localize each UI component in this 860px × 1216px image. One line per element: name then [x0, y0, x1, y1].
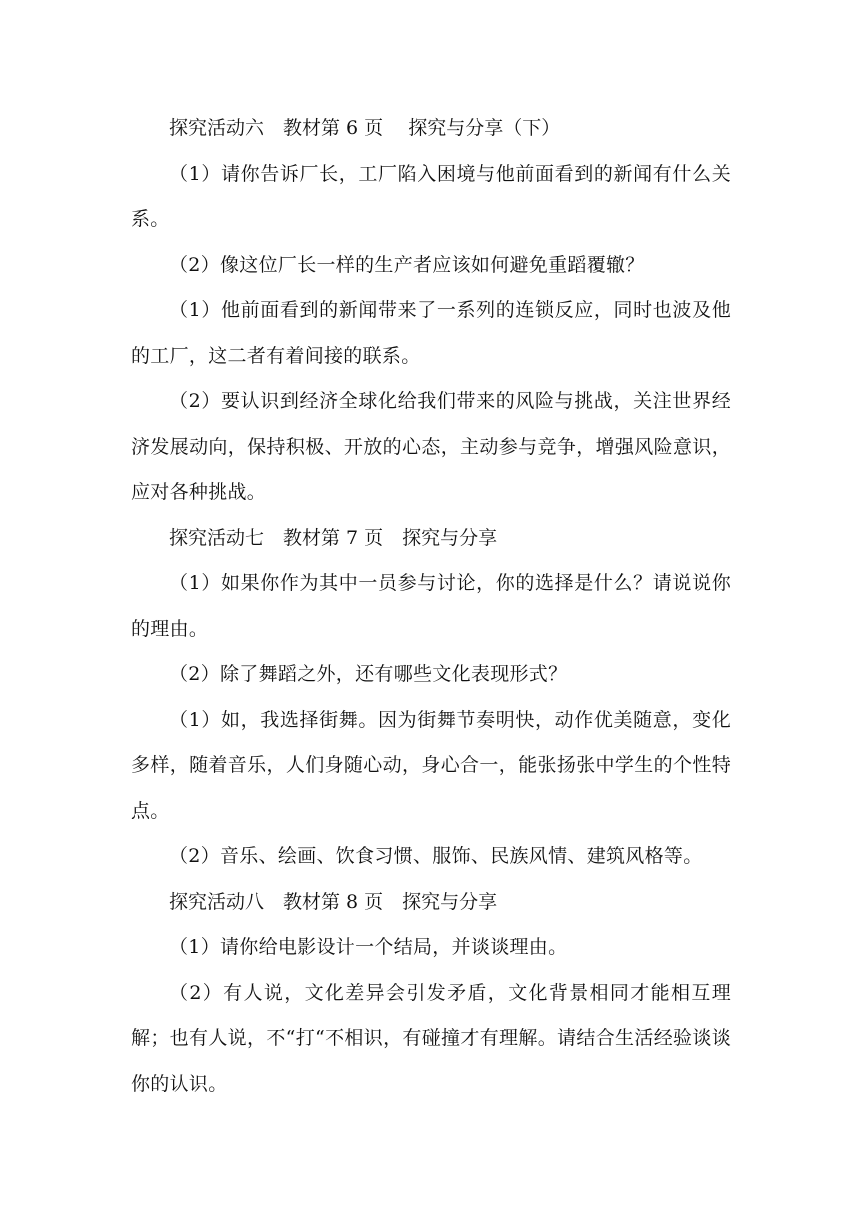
document-page	[131, 106, 731, 1107]
paragraph-answer-2: （2）音乐、绘画、饮食习惯、服饰、民族风情、建筑风格等。	[169, 845, 703, 867]
section-heading-activity-6: 探究活动六 教材第 6 页 探究与分享（下）	[169, 117, 561, 139]
paragraph-question-2: （2）除了舞蹈之外，还有哪些文化表现形式？	[169, 663, 568, 685]
paragraph-answer-2: （2）要认识到经济全球化给我们带来的风险与挑战，关注世界经济发展动向，保持积极、开放的心态，主动参与竞争，增强风险意识，应对各种挑战。	[131, 390, 731, 503]
paragraph-question-1: （1）请你告诉厂长，工厂陷入困境与他前面看到的新闻有什么关系。	[131, 162, 731, 230]
paragraph-question-2: （2）像这位厂长一样的生产者应该如何避免重蹈覆辙？	[169, 253, 645, 276]
section-heading-activity-8: 探究活动八 教材第 8 页 探究与分享	[169, 890, 498, 913]
paragraph-question-2: （2）有人说，文化差异会引发矛盾，文化背景相同才能相互理解；也有人说，不“打“不相识，有碰撞才有理解。请结合生活经验谈谈你的认识。	[131, 981, 731, 1095]
paragraph-question-1: （1）如果你作为其中一员参与讨论，你的选择是什么？请说说你的理由。	[131, 572, 731, 640]
section-heading-activity-7: 探究活动七 教材第 7 页 探究与分享	[169, 526, 498, 549]
paragraph-answer-1: （1）他前面看到的新闻带来了一系列的连锁反应，同时也波及他的工厂，这二者有着间接的联系。	[131, 299, 731, 367]
paragraph-answer-1: （1）如，我选择街舞。因为街舞节奏明快，动作优美随意，变化多样，随着音乐，人们身随心动，身心合一，能张扬张中学生的个性特点。	[131, 708, 731, 822]
paragraph-question-1: （1）请你给电影设计一个结局，并谈谈理由。	[169, 936, 568, 958]
